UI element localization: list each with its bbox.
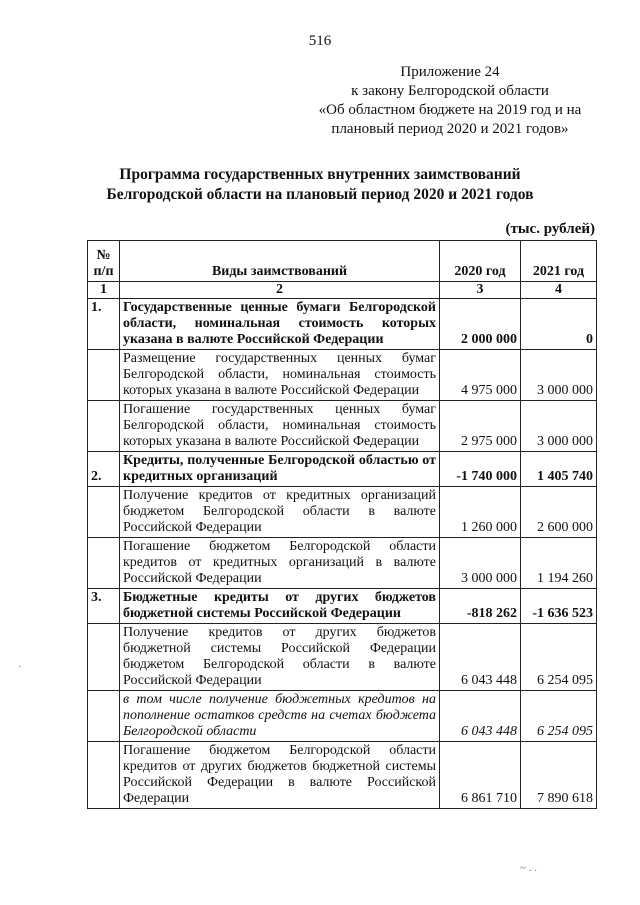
row-value-2021: 0 [521, 299, 597, 350]
row-number: 3. [88, 589, 120, 624]
row-number [88, 624, 120, 691]
row-value-2021: 3 000 000 [521, 350, 597, 401]
row-value-2021: 7 890 618 [521, 742, 597, 809]
row-value-2021: 6 254 095 [521, 691, 597, 742]
row-value-2020: -1 740 000 [440, 452, 521, 487]
row-name: Государственные ценные бумаги Белгородской области, номинальная стоимость которых указана в валюте Российской Федерации [120, 299, 440, 350]
row-name: Бюджетные кредиты от других бюджетов бюджетной системы Российской Федерации [120, 589, 440, 624]
appendix-line-2: к закону Белгородской области [351, 83, 549, 99]
row-value-2021: 1 194 260 [521, 538, 597, 589]
table-row [88, 624, 597, 691]
appendix-line-4: плановый период 2020 и 2021 годов» [331, 121, 569, 137]
row-number [88, 538, 120, 589]
table-row [88, 452, 597, 487]
row-value-2021: -1 636 523 [521, 589, 597, 624]
row-name: Получение кредитов от кредитных организаций бюджетом Белгородской области в валюте Российской Федерации [120, 487, 440, 538]
row-number [88, 691, 120, 742]
units-label: (тыс. рублей) [505, 221, 595, 237]
appendix-line-1: Приложение 24 [400, 64, 500, 80]
appendix-line-3: «Об областном бюджете на 2019 год и на [318, 102, 582, 118]
column-number: 4 [521, 282, 597, 299]
column-number-row [88, 282, 597, 299]
row-value-2020: 6 043 448 [440, 691, 521, 742]
scan-marks: ~ . . [520, 862, 537, 874]
row-value-2020: 2 000 000 [440, 299, 521, 350]
column-number: 3 [440, 282, 521, 299]
table-row [88, 299, 597, 350]
row-value-2020: 6 043 448 [440, 624, 521, 691]
page-number: 516 [308, 33, 332, 49]
header-2021: 2021 год [521, 241, 597, 282]
table-row [88, 589, 597, 624]
row-value-2021: 1 405 740 [521, 452, 597, 487]
row-value-2020: 2 975 000 [440, 401, 521, 452]
row-name: Размещение государственных ценных бумаг Белгородской области, номинальная стоимость которых указана в валюте Российской Федерации [120, 350, 440, 401]
row-value-2020: 6 861 710 [440, 742, 521, 809]
column-number: 2 [120, 282, 440, 299]
row-number: 1. [88, 299, 120, 350]
appendix-note [300, 63, 600, 139]
table-row [88, 691, 597, 742]
row-value-2021: 6 254 095 [521, 624, 597, 691]
scan-speck: · [18, 662, 22, 673]
row-name: Погашение бюджетом Белгородской области кредитов от других бюджетов бюджетной системы Российской Федерации в валюте Российской Федерации [120, 742, 440, 809]
row-number [88, 350, 120, 401]
table-row [88, 401, 597, 452]
column-number: 1 [88, 282, 120, 299]
table-header-row [88, 241, 597, 282]
borrowing-table [87, 240, 597, 809]
row-value-2020: 3 000 000 [440, 538, 521, 589]
table-row [88, 350, 597, 401]
row-value-2020: 4 975 000 [440, 350, 521, 401]
row-number: 2. [88, 452, 120, 487]
table-row [88, 487, 597, 538]
row-number [88, 401, 120, 452]
title-line-2: Белгородской области на плановый период 2020 и 2021 годов [106, 186, 534, 203]
row-name: в том числе получение бюджетных кредитов на пополнение остатков средств на счетах бюджета Белгородской области [120, 691, 440, 742]
document-title [60, 165, 580, 205]
table-row [88, 538, 597, 589]
row-name: Погашение бюджетом Белгородской области кредитов от кредитных организаций в валюте Российской Федерации [120, 538, 440, 589]
row-value-2020: -818 262 [440, 589, 521, 624]
row-value-2021: 2 600 000 [521, 487, 597, 538]
row-value-2021: 3 000 000 [521, 401, 597, 452]
title-line-1: Программа государственных внутренних заимствований [119, 166, 521, 183]
row-number [88, 487, 120, 538]
header-2020: 2020 год [440, 241, 521, 282]
row-name: Погашение государственных ценных бумаг Белгородской области, номинальная стоимость которых указана в валюте Российской Федерации [120, 401, 440, 452]
header-num: № п/п [88, 241, 120, 282]
row-number [88, 742, 120, 809]
row-name: Получение кредитов от других бюджетов бюджетной системы Российской Федерации бюджетом Белгородской области в валюте Российской Федерации [120, 624, 440, 691]
table-row [88, 742, 597, 809]
header-name: Виды заимствований [120, 241, 440, 282]
row-value-2020: 1 260 000 [440, 487, 521, 538]
row-name: Кредиты, полученные Белгородской областью от кредитных организаций [120, 452, 440, 487]
